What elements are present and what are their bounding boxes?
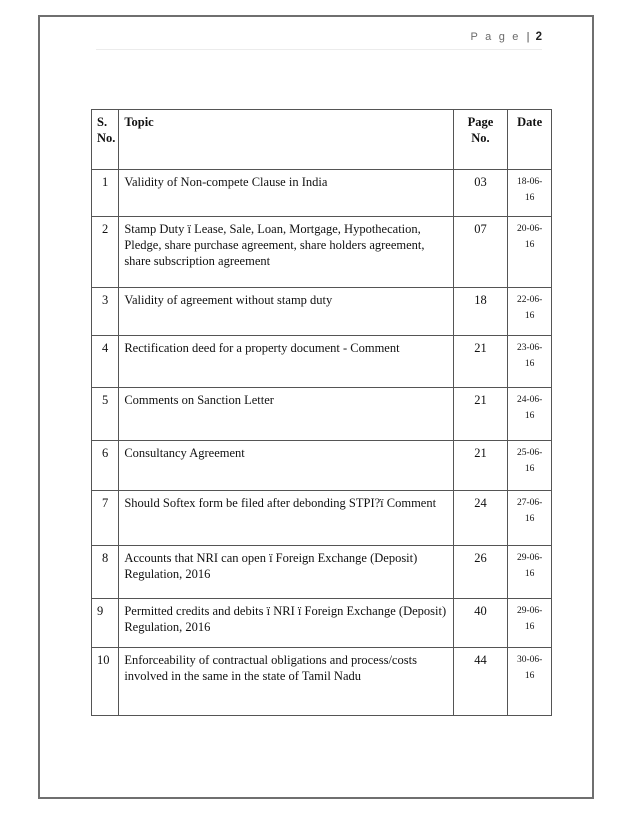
column-header-sno: S. No. <box>92 110 119 170</box>
row-sno: 7 <box>92 491 119 546</box>
row-sno: 6 <box>92 441 119 491</box>
row-topic: Rectification deed for a property document - Comment <box>119 336 453 388</box>
table-row <box>92 217 552 288</box>
table-row <box>92 170 552 217</box>
row-page: 40 <box>453 599 508 648</box>
row-topic: Consultancy Agreement <box>119 441 453 491</box>
table-row <box>92 336 552 388</box>
row-topic: Validity of Non-compete Clause in India <box>119 170 453 217</box>
page-header <box>96 31 542 50</box>
table-row <box>92 388 552 441</box>
row-topic: Comments on Sanction Letter <box>119 388 453 441</box>
row-topic: Stamp Duty ï Lease, Sale, Loan, Mortgage, Hypothecation, Pledge, share purchase agreement, share holders agreement, share subscription agreement <box>119 217 453 288</box>
row-sno: 1 <box>92 170 119 217</box>
row-page: 03 <box>453 170 508 217</box>
row-page: 21 <box>453 388 508 441</box>
row-date: 29-06-16 <box>508 546 552 599</box>
table-row <box>92 648 552 716</box>
row-page: 07 <box>453 217 508 288</box>
row-page: 44 <box>453 648 508 716</box>
row-page: 21 <box>453 441 508 491</box>
table-row <box>92 288 552 336</box>
table-row <box>92 441 552 491</box>
row-date: 23-06-16 <box>508 336 552 388</box>
row-topic: Permitted credits and debits ï NRI ï Foreign Exchange (Deposit) Regulation, 2016 <box>119 599 453 648</box>
row-sno: 2 <box>92 217 119 288</box>
page-number: 2 <box>535 31 542 43</box>
row-sno: 9 <box>92 599 119 648</box>
row-sno: 3 <box>92 288 119 336</box>
header-separator: | <box>526 31 530 43</box>
row-sno: 4 <box>92 336 119 388</box>
row-date: 29-06-16 <box>508 599 552 648</box>
table-row <box>92 599 552 648</box>
row-date: 25-06-16 <box>508 441 552 491</box>
row-sno: 5 <box>92 388 119 441</box>
row-topic: Enforceability of contractual obligations and process/costs involved in the same in the state of Tamil Nadu <box>119 648 453 716</box>
row-date: 24-06-16 <box>508 388 552 441</box>
row-date: 30-06-16 <box>508 648 552 716</box>
row-topic: Accounts that NRI can open ï Foreign Exchange (Deposit) Regulation, 2016 <box>119 546 453 599</box>
row-date: 20-06-16 <box>508 217 552 288</box>
row-sno: 8 <box>92 546 119 599</box>
row-date: 22-06-16 <box>508 288 552 336</box>
row-date: 27-06-16 <box>508 491 552 546</box>
page-label: P a g e <box>470 31 521 43</box>
table-row <box>92 546 552 599</box>
row-sno: 10 <box>92 648 119 716</box>
contents-table <box>91 109 552 716</box>
row-topic: Should Softex form be filed after debonding STPI?ï Comment <box>119 491 453 546</box>
row-date: 18-06-16 <box>508 170 552 217</box>
row-page: 21 <box>453 336 508 388</box>
row-page: 18 <box>453 288 508 336</box>
column-header-date: Date <box>508 110 552 170</box>
row-topic: Validity of agreement without stamp duty <box>119 288 453 336</box>
column-header-topic: Topic <box>119 110 453 170</box>
row-page: 24 <box>453 491 508 546</box>
table-header-row <box>92 110 552 170</box>
row-page: 26 <box>453 546 508 599</box>
table-row <box>92 491 552 546</box>
column-header-page: Page No. <box>453 110 508 170</box>
